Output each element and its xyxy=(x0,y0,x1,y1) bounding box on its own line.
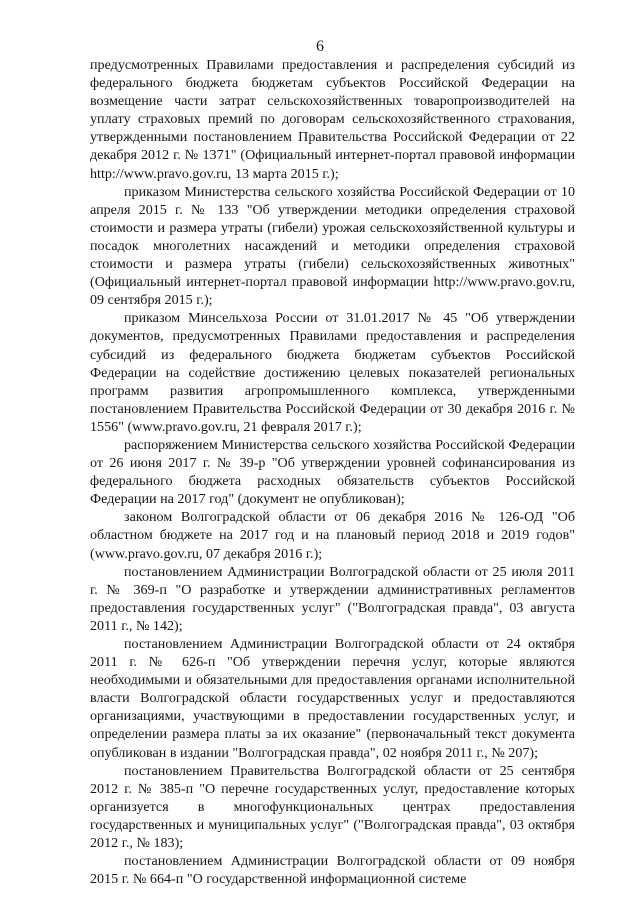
paragraph: постановлением Правительства Волгоградской области от 25 сентября 2012 г. № 385-п "О перечне государственных услуг, предоставление которых организуется в многофункциональных центрах предоставления государственных и муниципальных услуг" ("Волгоградская правда", 03 октября 2012 г., № 183); xyxy=(90,762,575,852)
paragraph: предусмотренных Правилами предоставления и распределения субсидий из федерального бюджета бюджетам субъектов Российской Федерации на возмещение части затрат сельскохозяйственных товаропроизводителей на уплату страховых премий по договорам сельскохозяйственного страхования, утвержденными постановлением Правительства Российской Федерации от 22 декабря 2012 г. № 1371" (Официальный интернет-портал правовой информации http://www.pravo.gov.ru, 13 марта 2015 г.); xyxy=(90,57,575,182)
paragraph: постановлением Администрации Волгоградской области от 24 октября 2011 г. № 626-п "Об утверждении перечня услуг, которые являются необходимыми и обязательными для предоставления органами исполнительной власти Волгоградской области государственных услуг и предоставляются организациями, участвующими в предоставлении государственных услуг, и определении размера платы за их оказание" (первоначальный текст документа опубликован в издании "Волгоградская правда", 02 ноября 2011 г., № 207); xyxy=(90,636,575,761)
paragraph: постановлением Администрации Волгоградской области от 09 ноября 2015 г. № 664-п "О государственной информационной системе xyxy=(90,853,575,888)
page-number: 6 xyxy=(316,38,324,55)
paragraph: постановлением Администрации Волгоградской области от 25 июля 2011 г. № 369-п "О разработке и утверждении административных регламентов предоставления государственных услуг" ("Волгоградская правда", 03 августа 2011 г., № 142); xyxy=(90,563,575,634)
paragraph: приказом Минсельхоза России от 31.01.2017 № 45 "Об утверждении документов, предусмотренных Правилами предоставления и распределения субсидий из федерального бюджета бюджетам субъектов Российской Федерации на содействие достижению целевых показателей региональных программ развития агропромышленного комплекса, утвержденными постановлением Правительства Российской Федерации от 30 декабря 2016 г. № 1556" (www.pravo.gov.ru, 21 февраля 2017 г.); xyxy=(90,310,575,435)
paragraph: законом Волгоградской области от 06 декабря 2016 № 126-ОД "Об областном бюджете на 2017 год и на плановый период 2018 и 2019 годов" (www.pravo.gov.ru, 07 декабря 2016 г.); xyxy=(90,509,575,562)
document-body xyxy=(90,56,575,888)
paragraph: распоряжением Министерства сельского хозяйства Российской Федерации от 26 июня 2017 г. № 39-р "Об утверждении уровней софинансирования из федерального бюджета расходных обязательств субъектов Российской Федерации на 2017 год" (документ не опубликован); xyxy=(90,436,575,508)
paragraph: приказом Министерства сельского хозяйства Российской Федерации от 10 апреля 2015 г. № 133 "Об утверждении методики определения страховой стоимости и размера утраты (гибели) урожая сельскохозяйственной культуры и посадок многолетних насаждений и методики определения страховой стоимости и размера утраты (гибели) сельскохозяйственных животных" (Официальный интернет-портал правовой информации http://www.pravo.gov.ru, 09 сентября 2015 г.); xyxy=(90,183,575,309)
